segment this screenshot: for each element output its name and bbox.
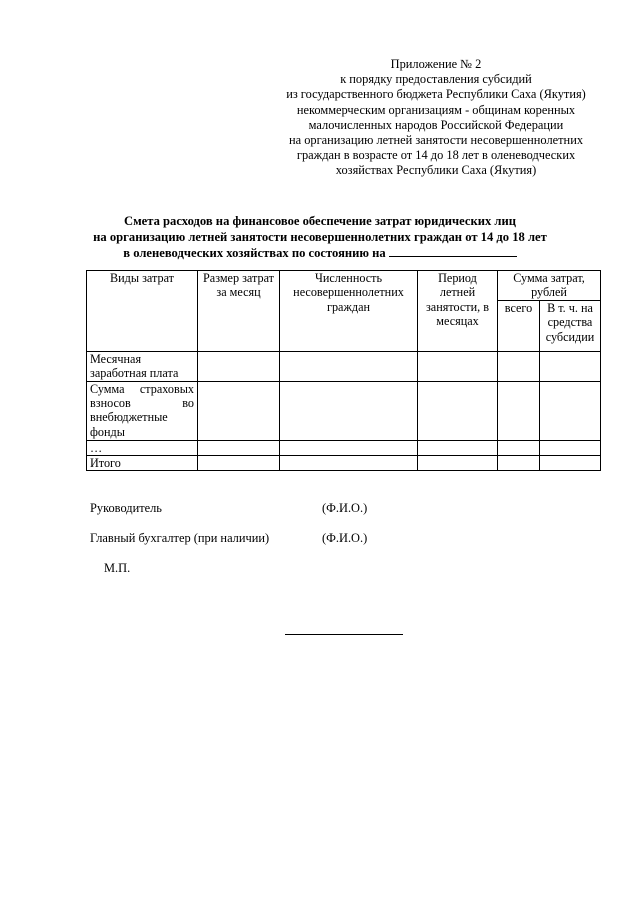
title-line-3 xyxy=(86,245,554,262)
table-cell[interactable] xyxy=(418,351,498,381)
title-line-2: на организацию летней занятости несовершеннолетних граждан от 14 до 18 лет xyxy=(93,229,547,244)
estimate-table xyxy=(86,270,601,471)
table-cell[interactable] xyxy=(280,381,418,440)
stamp-label: М.П. xyxy=(104,561,131,575)
title-line-3-text: в оленеводческих хозяйствах по состоянию на xyxy=(123,246,386,261)
date-blank-field[interactable] xyxy=(389,245,517,257)
appendix-line: граждан в возрасте от 14 до 18 лет в оленеводческих xyxy=(296,148,576,163)
signature-head-label: Руководитель xyxy=(90,501,162,515)
header-period: Период летней занятости, в месяцах xyxy=(418,271,498,352)
table-cell[interactable] xyxy=(540,381,601,440)
table-cell[interactable] xyxy=(498,351,540,381)
table-row xyxy=(87,456,601,471)
header-subsidy: В т. ч. на средства субсидии xyxy=(540,300,601,351)
table-row xyxy=(87,351,601,381)
header-types: Виды затрат xyxy=(87,271,198,352)
appendix-header xyxy=(270,57,602,179)
table-cell[interactable] xyxy=(280,456,418,471)
table-cell[interactable] xyxy=(498,456,540,471)
title-line-1: Смета расходов на финансовое обеспечение затрат юридических лиц xyxy=(123,214,517,228)
table-cell[interactable] xyxy=(280,440,418,455)
header-total: всего xyxy=(498,300,540,351)
header-count: Численность несовершеннолетних граждан xyxy=(280,271,418,352)
row-ellipsis-label: … xyxy=(87,440,198,455)
appendix-line: Приложение № 2 xyxy=(390,57,482,71)
table-cell[interactable] xyxy=(198,381,280,440)
table-row xyxy=(87,381,601,440)
row-salary-label: Месячная заработная плата xyxy=(87,351,198,381)
signature-head-fio: (Ф.И.О.) xyxy=(322,501,368,515)
signature-accountant-fio: (Ф.И.О.) xyxy=(322,531,368,545)
table-row xyxy=(87,440,601,455)
table-cell[interactable] xyxy=(198,440,280,455)
appendix-line: из государственного бюджета Республики Саха (Якутия) xyxy=(286,87,586,102)
table-cell[interactable] xyxy=(540,456,601,471)
table-cell[interactable] xyxy=(418,456,498,471)
table-cell[interactable] xyxy=(498,440,540,455)
row-insurance-label: Сумма страховых взносов во внебюджетные фонды xyxy=(87,381,198,440)
appendix-line: малочисленных народов Российской Федерации xyxy=(308,117,564,132)
header-sum: Сумма затрат, рублей xyxy=(498,271,601,301)
document-title xyxy=(86,214,554,262)
header-monthly: Размер затрат за месяц xyxy=(198,271,280,352)
signature-accountant-label: Главный бухгалтер (при наличии) xyxy=(90,531,270,545)
appendix-line: хозяйствах Республики Саха (Якутия) xyxy=(335,163,537,178)
appendix-line: некоммерческим организациям - общинам коренных xyxy=(296,102,576,117)
table-cell[interactable] xyxy=(540,440,601,455)
table-cell[interactable] xyxy=(498,381,540,440)
table-cell[interactable] xyxy=(540,351,601,381)
footer-divider xyxy=(285,634,403,635)
table-cell[interactable] xyxy=(280,351,418,381)
table-cell[interactable] xyxy=(198,456,280,471)
table-cell[interactable] xyxy=(198,351,280,381)
appendix-line: на организацию летней занятости несовершеннолетних xyxy=(288,133,584,148)
table-cell[interactable] xyxy=(418,381,498,440)
table-cell[interactable] xyxy=(418,440,498,455)
row-itogo-label: Итого xyxy=(87,456,198,471)
appendix-line: к порядку предоставления субсидий xyxy=(340,72,532,87)
